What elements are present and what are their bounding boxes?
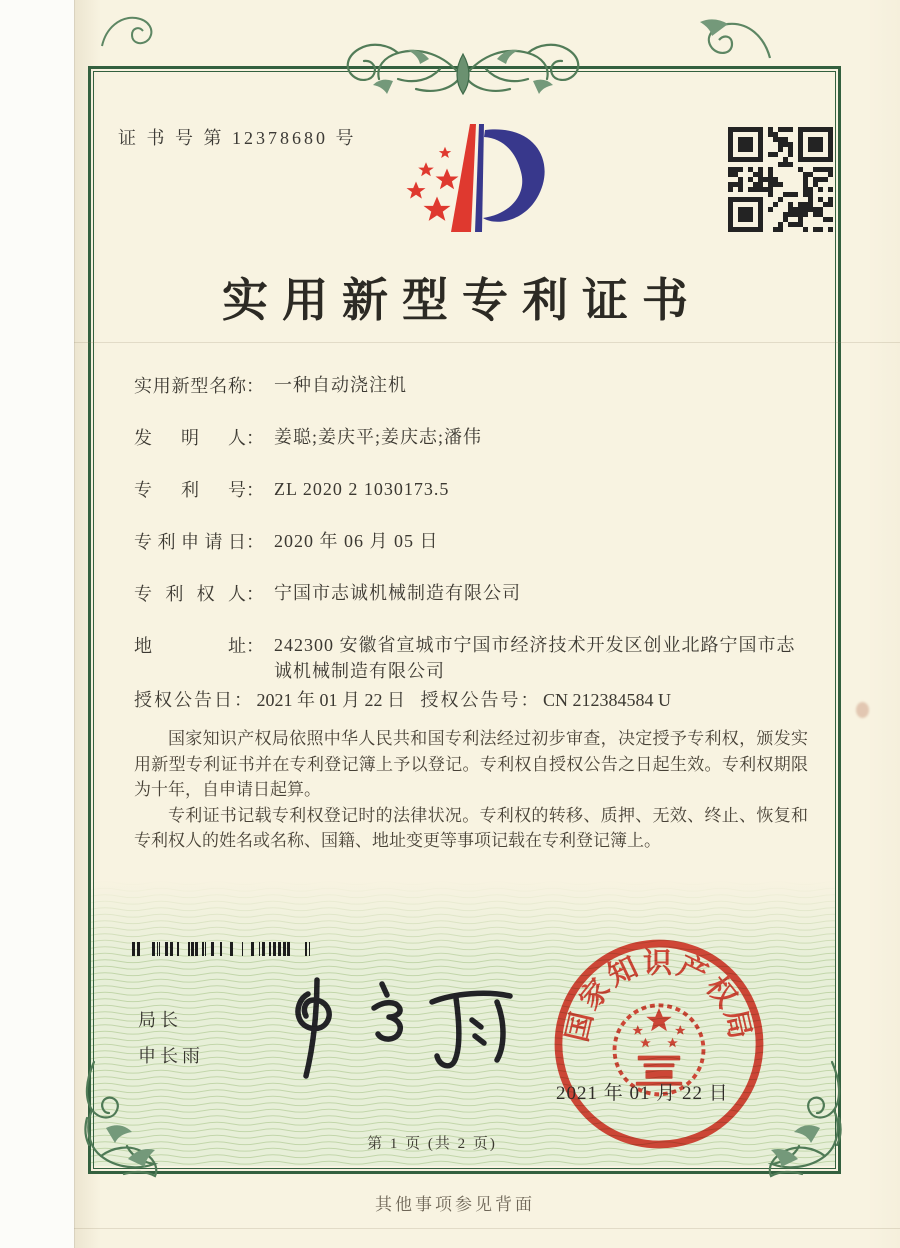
- director-title: 局长: [138, 1010, 182, 1030]
- field-colon: ：: [246, 376, 264, 396]
- grant-number-pair: [421, 690, 672, 710]
- field-colon: ：: [520, 690, 539, 710]
- field-value: 一种自动浇注机: [274, 375, 407, 395]
- legal-paragraph-2: 专利证书记载专利权登记时的法律状况。专利权的转移、质押、无效、终止、恢复和专利权人的姓名或名称、国籍、地址变更等事项记载在专利登记簿上。: [134, 805, 808, 850]
- field-label: 专利号: [134, 480, 246, 500]
- field-value: 宁国市志诚机械制造有限公司: [274, 583, 521, 603]
- field-colon: ：: [246, 480, 264, 500]
- cnipa-logo-icon: [385, 110, 565, 252]
- paper-crease: [74, 1228, 900, 1229]
- grant-number-label: 授权公告号: [420, 690, 521, 710]
- field-label: 专利权人: [134, 584, 246, 604]
- grant-number-value: CN 212384584 U: [543, 690, 672, 710]
- field-row-name: [134, 372, 814, 398]
- seal-date: 2021 年 01 月 22 日: [556, 1083, 729, 1104]
- top-left-curl-icon: [96, 2, 166, 52]
- field-label: 发明人: [134, 428, 246, 448]
- field-row-address: [134, 632, 814, 684]
- field-colon: ：: [246, 428, 264, 448]
- field-label: 专利申请日: [134, 532, 246, 552]
- field-row-patent-number: [134, 476, 814, 502]
- field-row-filing-date: [134, 528, 814, 554]
- field-value: 242300 安徽省宣城市宁国市经济技术开发区创业北路宁国市志诚机械制造有限公司: [274, 635, 796, 681]
- official-seal-icon: [543, 928, 775, 1160]
- field-colon: ：: [246, 636, 264, 656]
- field-label: 实用新型名称: [134, 376, 246, 396]
- signature-icon: [256, 972, 546, 1087]
- field-value: 姜聪;姜庆平;姜庆志;潘伟: [274, 427, 483, 447]
- certificate-title: 实用新型专利证书: [222, 275, 702, 326]
- grant-date-label: 授权公告日: [134, 690, 234, 710]
- qr-code-icon: [728, 127, 833, 232]
- field-colon: ：: [234, 690, 252, 710]
- back-note: 其他事项参见背面: [375, 1195, 535, 1214]
- svg-text:国家知识产权局: [560, 946, 756, 1044]
- scan-smudge: [856, 702, 869, 718]
- field-row-patentee: [134, 580, 814, 606]
- field-label: 地址: [134, 636, 246, 656]
- director-name: 申长雨: [138, 1046, 204, 1066]
- legal-paragraph-1: 国家知识产权局依照中华人民共和国专利法经过初步审查，决定授予专利权，颁发实用新型专利证书并在专利登记簿上予以登记。专利权自授权公告之日起生效。专利权期限为十年，自申请日起算。: [134, 729, 808, 799]
- bottom-left-ornament-icon: [76, 1058, 180, 1180]
- grant-row: [134, 686, 824, 712]
- field-value: 2020 年 06 月 05 日: [274, 531, 439, 551]
- field-colon: ：: [246, 584, 264, 604]
- legal-text: [134, 726, 808, 854]
- barcode-icon: [128, 942, 318, 956]
- paper-crease: [74, 342, 900, 343]
- grant-date-value: 2021 年 01 月 22 日: [256, 690, 405, 710]
- page-number: 第 1 页 (共 2 页): [367, 1136, 497, 1152]
- top-center-ornament-icon: [334, 34, 592, 108]
- grant-date-pair: [134, 686, 416, 712]
- field-row-inventors: [134, 424, 814, 450]
- certificate-number: 证 书 号 第 12378680 号: [118, 128, 357, 148]
- seal-text: 国家知识产权局: [561, 947, 757, 1045]
- field-colon: ：: [246, 532, 264, 552]
- field-value: ZL 2020 2 1030173.5: [274, 479, 450, 499]
- top-right-curl-icon: [684, 6, 776, 66]
